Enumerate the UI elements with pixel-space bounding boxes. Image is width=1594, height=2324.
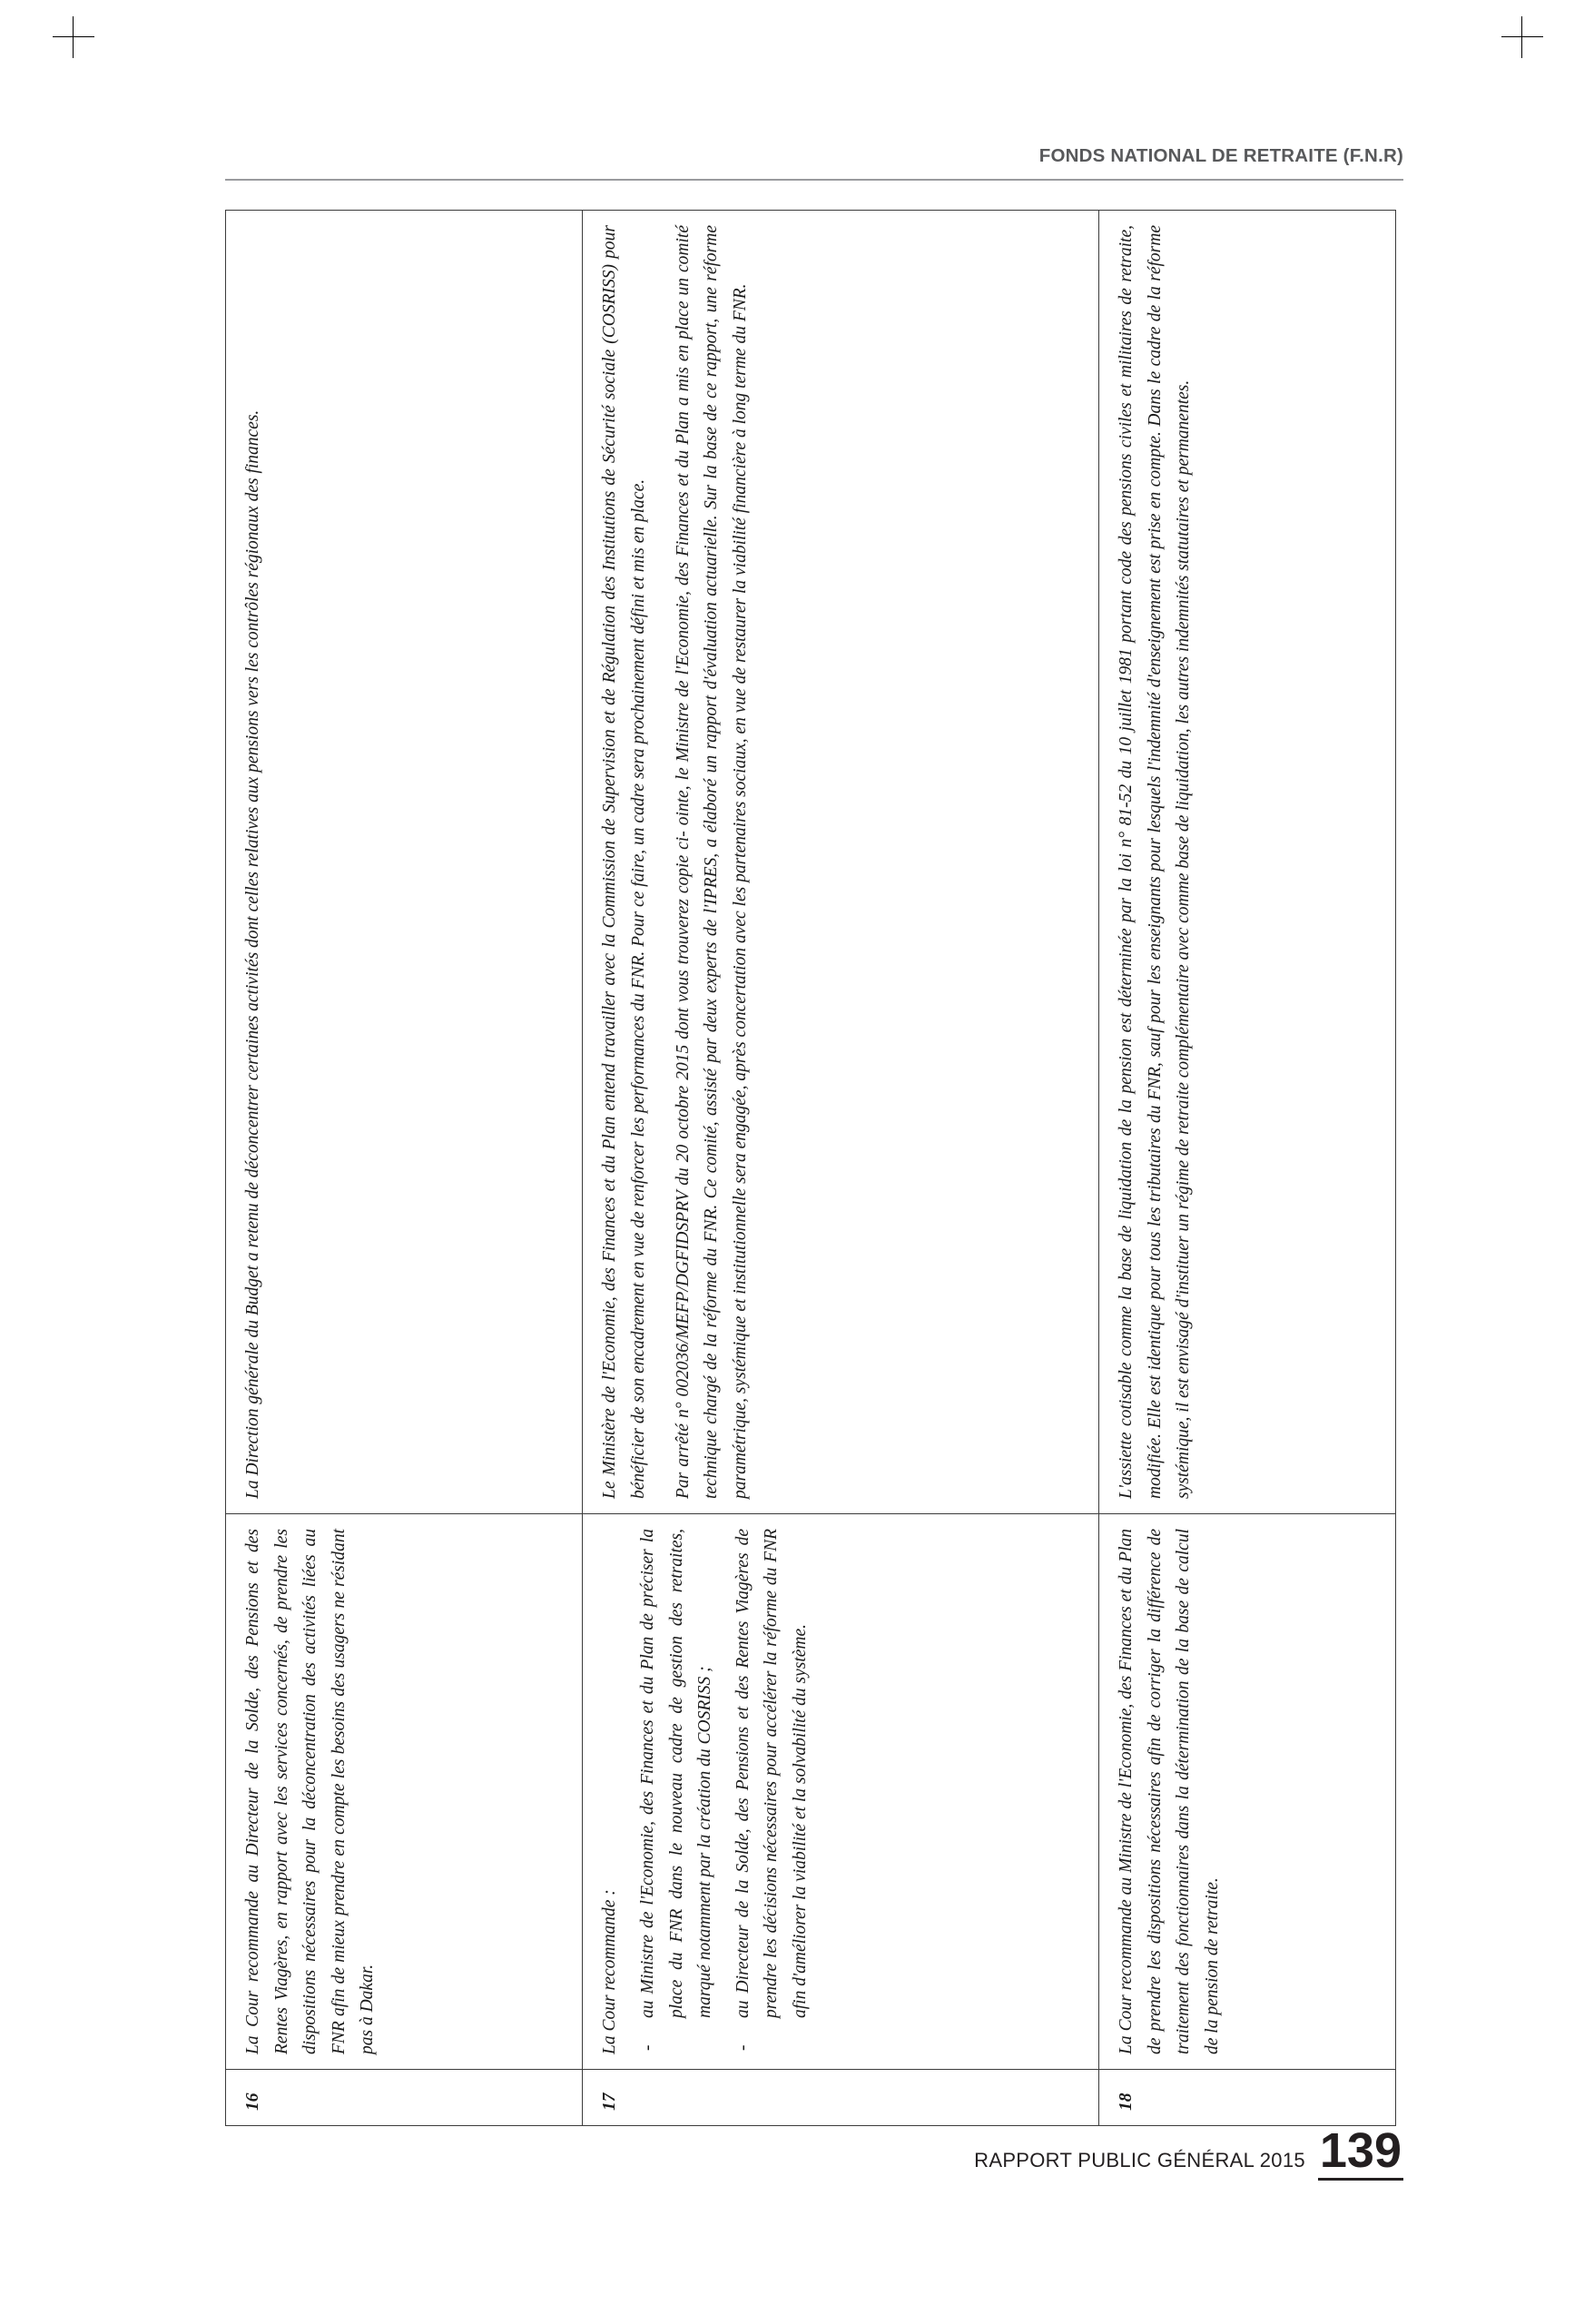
dash-bullet-icon: - xyxy=(733,2044,753,2051)
report-label: RAPPORT PUBLIC GÉNÉRAL 2015 xyxy=(974,2149,1305,2171)
crop-mark-top-left-h xyxy=(53,36,94,37)
row-number: 18 xyxy=(1099,2070,1396,2126)
running-head: FONDS NATIONAL DE RETRAITE (F.N.R) xyxy=(1038,145,1403,166)
row-response xyxy=(1099,211,1396,1514)
dash-bullet-icon: - xyxy=(638,2044,658,2051)
page-number: 139 xyxy=(1318,2129,1403,2181)
recommendation-text: La Cour recommande au Ministre de l'Economie, des Finances et du Plan de prendre les dispositions nécessaires afin de corriger la différence de traitement des fonctionnaires dans la détermination de la base de calcul de la pension de retraite. xyxy=(1117,1529,1222,2054)
row-number: 17 xyxy=(583,2070,1099,2126)
row-response xyxy=(226,211,583,1514)
response-paragraph: La Direction générale du Budget a retenu de déconcentrer certaines activités dont celles relatives aux pensions vers les contrôles régionaux des finances. xyxy=(243,409,262,1499)
response-paragraph: Par arrêté n° 002036/MEFP/DGFIDSPRV du 20 octobre 2015 dont vous trouverez copie ci- ointe, le Ministre de l'Economie, des Finances et du Plan a mis en place un comité technique chargé de la réforme du FNR. Ce comité, assisté par deux experts de l'IPRES, a élaboré un rapport d'évaluation actuarielle. Sur la base de ce rapport, une réforme paramétrique, systémique et institutionnelle sera engagée, après concertation avec les partenaires sociaux, en vue de restaurer la viabilité financière à long terme du FNR. xyxy=(673,225,750,1499)
table-row xyxy=(226,211,583,2126)
folio xyxy=(974,2123,1403,2181)
recommendations-table xyxy=(225,210,1396,2126)
row-recommendation xyxy=(226,1514,583,2070)
crop-mark-top-right xyxy=(1521,16,1522,58)
table-row xyxy=(583,211,1099,2126)
list-item xyxy=(634,1529,720,2054)
recommendation-list xyxy=(634,1529,814,2054)
row-recommendation xyxy=(1099,1514,1396,2070)
list-item xyxy=(729,1529,815,2054)
crop-mark-top-left xyxy=(73,16,74,58)
response-paragraph: Le Ministère de l'Economie, des Finances et du Plan entend travailler avec la Commission de Supervision et de Régulation des Institutions de Sécurité sociale (COSRISS) pour bénéficier de son encadrement en vue de renforcer les performances du FNR. Pour ce faire, un cadre sera prochainement défini et mis en place. xyxy=(600,225,649,1499)
rotated-table-stage xyxy=(225,211,1396,2126)
crop-mark-top-right-h xyxy=(1501,36,1543,37)
list-item-text: au Directeur de la Solde, des Pensions et des Rentes Viagères de prendre les décisions nécessaires pour accélérer la réforme du FNR afin d'améliorer la viabilité et la solvabilité du système. xyxy=(733,1529,810,2018)
recommendation-text: La Cour recommande au Directeur de la Solde, des Pensions et des Rentes Viagères, en rapport avec les services concernés, de prendre les dispositions nécessaires pour la déconcentration des activités liées au FNR afin de mieux prendre en compte les besoins des usagers ne résidant pas à Dakar. xyxy=(243,1529,378,2054)
list-item-text: au Ministre de l'Economie, des Finances et du Plan de préciser la place du FNR dans le nouveau cadre de gestion des retraites, marqué notamment par la création du COSRISS ; xyxy=(638,1529,715,2018)
row-number: 16 xyxy=(226,2070,583,2126)
recommendation-lead-in: La Cour recommande : xyxy=(600,1889,620,2054)
response-paragraph: L'assiette cotisable comme la base de liquidation de la pension est déterminée par la loi n° 81-52 du 10 juillet 1981 portant code des pensions civiles et militaires de retraite, modifiée. Elle est identique pour tous les tributaires du FNR, sauf pour les enseignants pour lesquels l'indemnité d'enseignement est prise en compte. Dans le cadre de la réforme systémique, il est envisagé d'instituer un régime de retraite complémentaire avec comme base de liquidation, les autres indemnités statutaires et permanentes. xyxy=(1117,225,1194,1499)
row-recommendation xyxy=(583,1514,1099,2070)
running-head-rule xyxy=(225,179,1403,181)
table-row xyxy=(1099,211,1396,2126)
row-response xyxy=(583,211,1099,1514)
